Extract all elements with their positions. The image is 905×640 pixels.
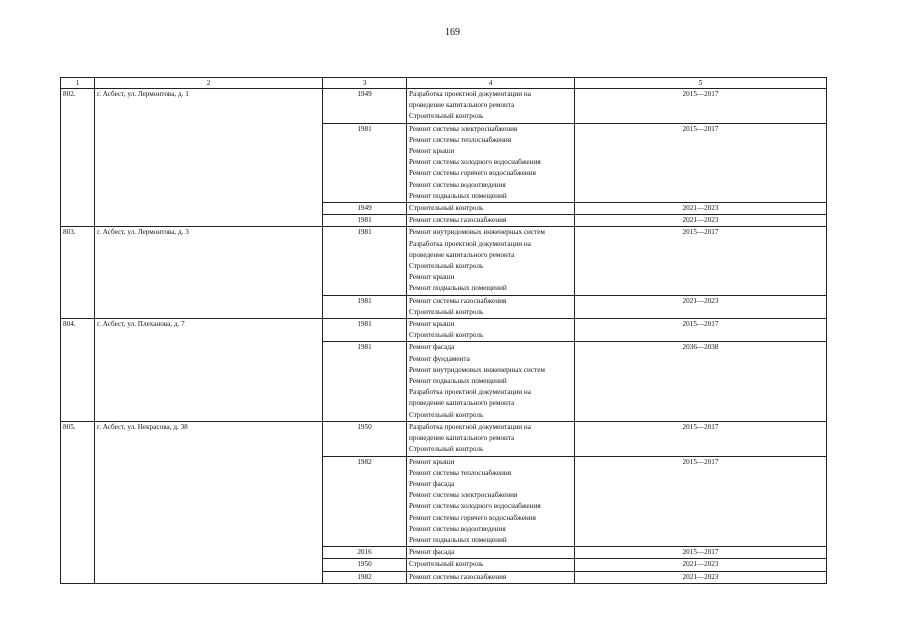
work-item: Ремонт фасада bbox=[409, 479, 455, 488]
year-cell: 2016 bbox=[323, 547, 407, 559]
works-cell bbox=[407, 559, 575, 571]
works-cell bbox=[407, 215, 575, 227]
work-item: проведение капитального ремонта bbox=[409, 399, 515, 408]
work-item: Ремонт системы теплоснабжения bbox=[409, 135, 512, 144]
work-item: Разработка проектной документации на bbox=[409, 422, 531, 431]
work-item: проведение капитального ремонта bbox=[409, 434, 515, 443]
work-item: Ремонт крыши bbox=[409, 273, 455, 282]
table-row bbox=[61, 421, 827, 456]
period-cell: 2021—2023 bbox=[575, 203, 827, 215]
work-item: Ремонт внутридомовых инженерных систем bbox=[409, 365, 545, 374]
works-cell bbox=[407, 456, 575, 547]
work-item: Ремонт системы газоснабжения bbox=[409, 216, 507, 225]
work-item: Строительный контроль bbox=[409, 410, 484, 419]
period-cell: 2015—2017 bbox=[575, 123, 827, 202]
period-cell: 2021—2023 bbox=[575, 571, 827, 583]
works-cell bbox=[407, 123, 575, 202]
building-address: г. Асбест, ул. Лермонтова, д. 1 bbox=[95, 89, 323, 227]
work-item: Строительный контроль bbox=[409, 262, 484, 271]
building-number: 802. bbox=[61, 89, 95, 227]
table-row bbox=[61, 89, 827, 124]
work-item: Ремонт подвальных помещений bbox=[409, 535, 507, 544]
year-cell: 1950 bbox=[323, 559, 407, 571]
column-number: 5 bbox=[575, 78, 827, 89]
year-cell: 1981 bbox=[323, 342, 407, 421]
work-item: Ремонт системы газоснабжения bbox=[409, 296, 507, 305]
column-number: 1 bbox=[61, 78, 95, 89]
work-item: Ремонт подвальных помещений bbox=[409, 191, 507, 200]
year-cell: 1981 bbox=[323, 319, 407, 342]
table-body bbox=[61, 78, 827, 584]
period-cell: 2015—2017 bbox=[575, 421, 827, 456]
year-cell: 1981 bbox=[323, 215, 407, 227]
period-cell: 2015—2017 bbox=[575, 89, 827, 124]
period-cell: 2021—2023 bbox=[575, 215, 827, 227]
works-cell bbox=[407, 571, 575, 583]
work-item: Ремонт системы горячего водоснабжения bbox=[409, 169, 536, 178]
work-item: Разработка проектной документации на bbox=[409, 388, 531, 397]
works-cell bbox=[407, 227, 575, 295]
period-cell: 2021—2023 bbox=[575, 295, 827, 318]
year-cell: 1981 bbox=[323, 227, 407, 295]
work-item: Ремонт системы электроснабжения bbox=[409, 491, 518, 500]
period-cell: 2015—2017 bbox=[575, 547, 827, 559]
year-cell: 1981 bbox=[323, 295, 407, 318]
work-item: Ремонт крыши bbox=[409, 320, 455, 329]
period-cell: 2036—2038 bbox=[575, 342, 827, 421]
table-row bbox=[61, 227, 827, 295]
works-cell bbox=[407, 319, 575, 342]
work-item: Ремонт системы водоотведения bbox=[409, 524, 506, 533]
work-item: Ремонт фасада bbox=[409, 343, 455, 352]
building-number: 805. bbox=[61, 421, 95, 583]
period-cell: 2015—2017 bbox=[575, 227, 827, 295]
work-item: Строительный контроль bbox=[409, 112, 484, 121]
works-cell bbox=[407, 342, 575, 421]
work-item: Ремонт подвальных помещений bbox=[409, 284, 507, 293]
work-item: Ремонт внутридомовых инженерных систем bbox=[409, 228, 545, 237]
year-cell: 1950 bbox=[323, 421, 407, 456]
column-number-row bbox=[61, 78, 827, 89]
table-row bbox=[61, 319, 827, 342]
work-item: Ремонт крыши bbox=[409, 147, 455, 156]
year-cell: 1981 bbox=[323, 123, 407, 202]
work-item: Ремонт системы теплоснабжения bbox=[409, 468, 512, 477]
column-number: 2 bbox=[95, 78, 323, 89]
works-cell bbox=[407, 295, 575, 318]
works-cell bbox=[407, 203, 575, 215]
work-item: Ремонт системы горячего водоснабжения bbox=[409, 513, 536, 522]
work-item: Строительный контроль bbox=[409, 560, 484, 569]
building-address: г. Асбест, ул. Некрасова, д. 38 bbox=[95, 421, 323, 583]
works-cell bbox=[407, 89, 575, 124]
repair-schedule-table bbox=[60, 77, 827, 584]
work-item: Разработка проектной документации на bbox=[409, 239, 531, 248]
period-cell: 2021—2023 bbox=[575, 559, 827, 571]
work-item: Строительный контроль bbox=[409, 307, 484, 316]
work-item: Ремонт системы газоснабжения bbox=[409, 572, 507, 581]
page-number: 169 bbox=[445, 27, 460, 38]
column-number: 3 bbox=[323, 78, 407, 89]
building-address: г. Асбест, ул. Плеханова, д. 7 bbox=[95, 319, 323, 422]
year-cell: 1949 bbox=[323, 89, 407, 124]
year-cell: 1949 bbox=[323, 203, 407, 215]
work-item: Ремонт подвальных помещений bbox=[409, 377, 507, 386]
work-item: Ремонт фасада bbox=[409, 548, 455, 557]
work-item: Ремонт системы холодного водоснабжения bbox=[409, 158, 541, 167]
year-cell: 1982 bbox=[323, 456, 407, 547]
work-item: Ремонт системы холодного водоснабжения bbox=[409, 502, 541, 511]
year-cell: 1982 bbox=[323, 571, 407, 583]
work-item: проведение капитального ремонта bbox=[409, 101, 515, 110]
column-number: 4 bbox=[407, 78, 575, 89]
works-cell bbox=[407, 421, 575, 456]
work-item: проведение капитального ремонта bbox=[409, 250, 515, 259]
period-cell: 2015—2017 bbox=[575, 319, 827, 342]
work-item: Строительный контроль bbox=[409, 445, 484, 454]
work-item: Разработка проектной документации на bbox=[409, 90, 531, 98]
work-item: Ремонт фундамента bbox=[409, 354, 470, 363]
work-item: Ремонт системы электроснабжения bbox=[409, 124, 518, 133]
work-item: Строительный контроль bbox=[409, 331, 484, 340]
work-item: Ремонт крыши bbox=[409, 457, 455, 466]
building-number: 803. bbox=[61, 227, 95, 319]
work-item: Строительный контроль bbox=[409, 204, 484, 213]
period-cell: 2015—2017 bbox=[575, 456, 827, 547]
works-cell bbox=[407, 547, 575, 559]
work-item: Ремонт системы водоотведения bbox=[409, 180, 506, 189]
building-address: г. Асбест, ул. Лермонтова, д. 3 bbox=[95, 227, 323, 319]
building-number: 804. bbox=[61, 319, 95, 422]
